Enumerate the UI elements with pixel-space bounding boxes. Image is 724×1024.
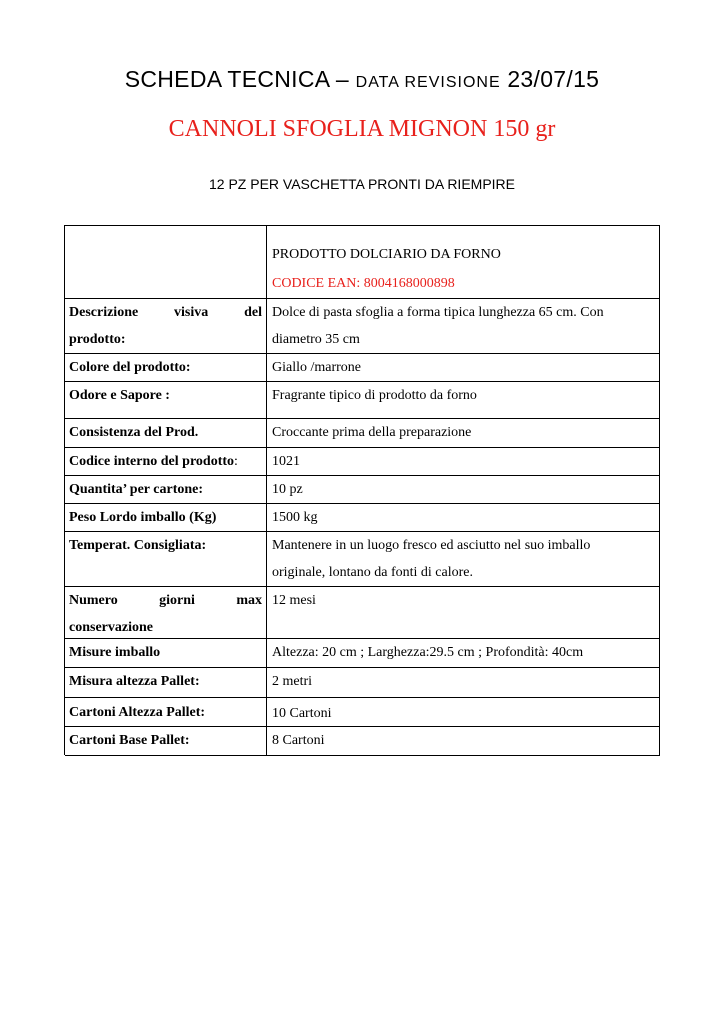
row-value: Altezza: 20 cm ; Larghezza:29.5 cm ; Profondità: 40cm bbox=[267, 639, 660, 667]
value-line: diametro 35 cm bbox=[272, 332, 360, 347]
row-label: Quantita’ per cartone: bbox=[65, 476, 267, 503]
row-value: 12 mesi bbox=[267, 587, 660, 638]
table-row bbox=[65, 382, 660, 419]
row-value: Fragrante tipico di prodotto da forno bbox=[267, 382, 660, 418]
row-label: Cartoni Base Pallet: bbox=[65, 727, 267, 755]
table-row bbox=[65, 476, 660, 504]
product-name: CANNOLI SFOGLIA MIGNON 150 gr bbox=[168, 116, 556, 142]
row-value: 8 Cartoni bbox=[267, 727, 660, 755]
row-value: Giallo /marrone bbox=[267, 354, 660, 381]
row-label bbox=[65, 299, 267, 353]
label-text: Codice interno del prodotto bbox=[69, 454, 235, 469]
table-row bbox=[65, 587, 660, 639]
spec-table bbox=[64, 225, 660, 755]
row-value bbox=[267, 299, 660, 353]
empty-cell bbox=[65, 226, 267, 298]
table-row bbox=[65, 419, 660, 448]
label-word: max bbox=[236, 593, 262, 608]
table-row bbox=[65, 448, 660, 476]
package-subtitle: 12 PZ PER VASCHETTA PRONTI DA RIEMPIRE bbox=[209, 176, 515, 192]
row-label: Cartoni Altezza Pallet: bbox=[65, 698, 267, 726]
table-row bbox=[65, 299, 660, 354]
table-row bbox=[65, 668, 660, 698]
row-label: Colore del prodotto: bbox=[65, 354, 267, 381]
ean-code: CODICE EAN: 8004168000898 bbox=[272, 276, 455, 291]
row-value: Croccante prima della preparazione bbox=[267, 419, 660, 447]
label-line: prodotto: bbox=[69, 332, 126, 347]
label-suffix: : bbox=[234, 454, 238, 469]
row-label: Consistenza del Prod. bbox=[65, 419, 267, 447]
document-title bbox=[0, 66, 724, 93]
row-label: Peso Lordo imballo (Kg) bbox=[65, 504, 267, 531]
row-label bbox=[65, 448, 267, 475]
table-row bbox=[65, 504, 660, 532]
product-info-cell bbox=[267, 226, 660, 298]
table-row bbox=[65, 698, 660, 727]
label-word: Descrizione bbox=[69, 305, 139, 320]
title-main: SCHEDA TECNICA – bbox=[124, 66, 356, 92]
table-row bbox=[65, 226, 660, 299]
row-label: Misura altezza Pallet: bbox=[65, 668, 267, 697]
row-label: Temperat. Consigliata: bbox=[65, 532, 267, 586]
value-line: Mantenere in un luogo fresco ed asciutto nel suo imballo bbox=[272, 538, 591, 553]
title-date: 23/07/15 bbox=[500, 66, 600, 92]
table-row bbox=[65, 639, 660, 668]
table-row bbox=[65, 532, 660, 587]
label-word: del bbox=[244, 305, 262, 320]
row-value: 10 Cartoni bbox=[267, 698, 660, 726]
value-line: originale, lontano da fonti di calore. bbox=[272, 565, 473, 580]
product-type: PRODOTTO DOLCIARIO DA FORNO bbox=[272, 247, 501, 262]
row-value: 1500 kg bbox=[267, 504, 660, 531]
value-line: Dolce di pasta sfoglia a forma tipica lunghezza 65 cm. Con bbox=[272, 305, 604, 320]
row-value bbox=[267, 532, 660, 586]
row-label bbox=[65, 587, 267, 638]
row-value: 2 metri bbox=[267, 668, 660, 697]
row-label: Misure imballo bbox=[65, 639, 267, 667]
label-word: giorni bbox=[159, 593, 195, 608]
label-word: Numero bbox=[69, 593, 118, 608]
row-label: Odore e Sapore : bbox=[65, 382, 267, 418]
table-row bbox=[65, 727, 660, 756]
table-row bbox=[65, 354, 660, 382]
label-line: conservazione bbox=[69, 620, 153, 635]
title-revision-label: DATA REVISIONE bbox=[355, 74, 501, 91]
row-value: 1021 bbox=[267, 448, 660, 475]
row-value: 10 pz bbox=[267, 476, 660, 503]
label-word: visiva bbox=[174, 305, 209, 320]
